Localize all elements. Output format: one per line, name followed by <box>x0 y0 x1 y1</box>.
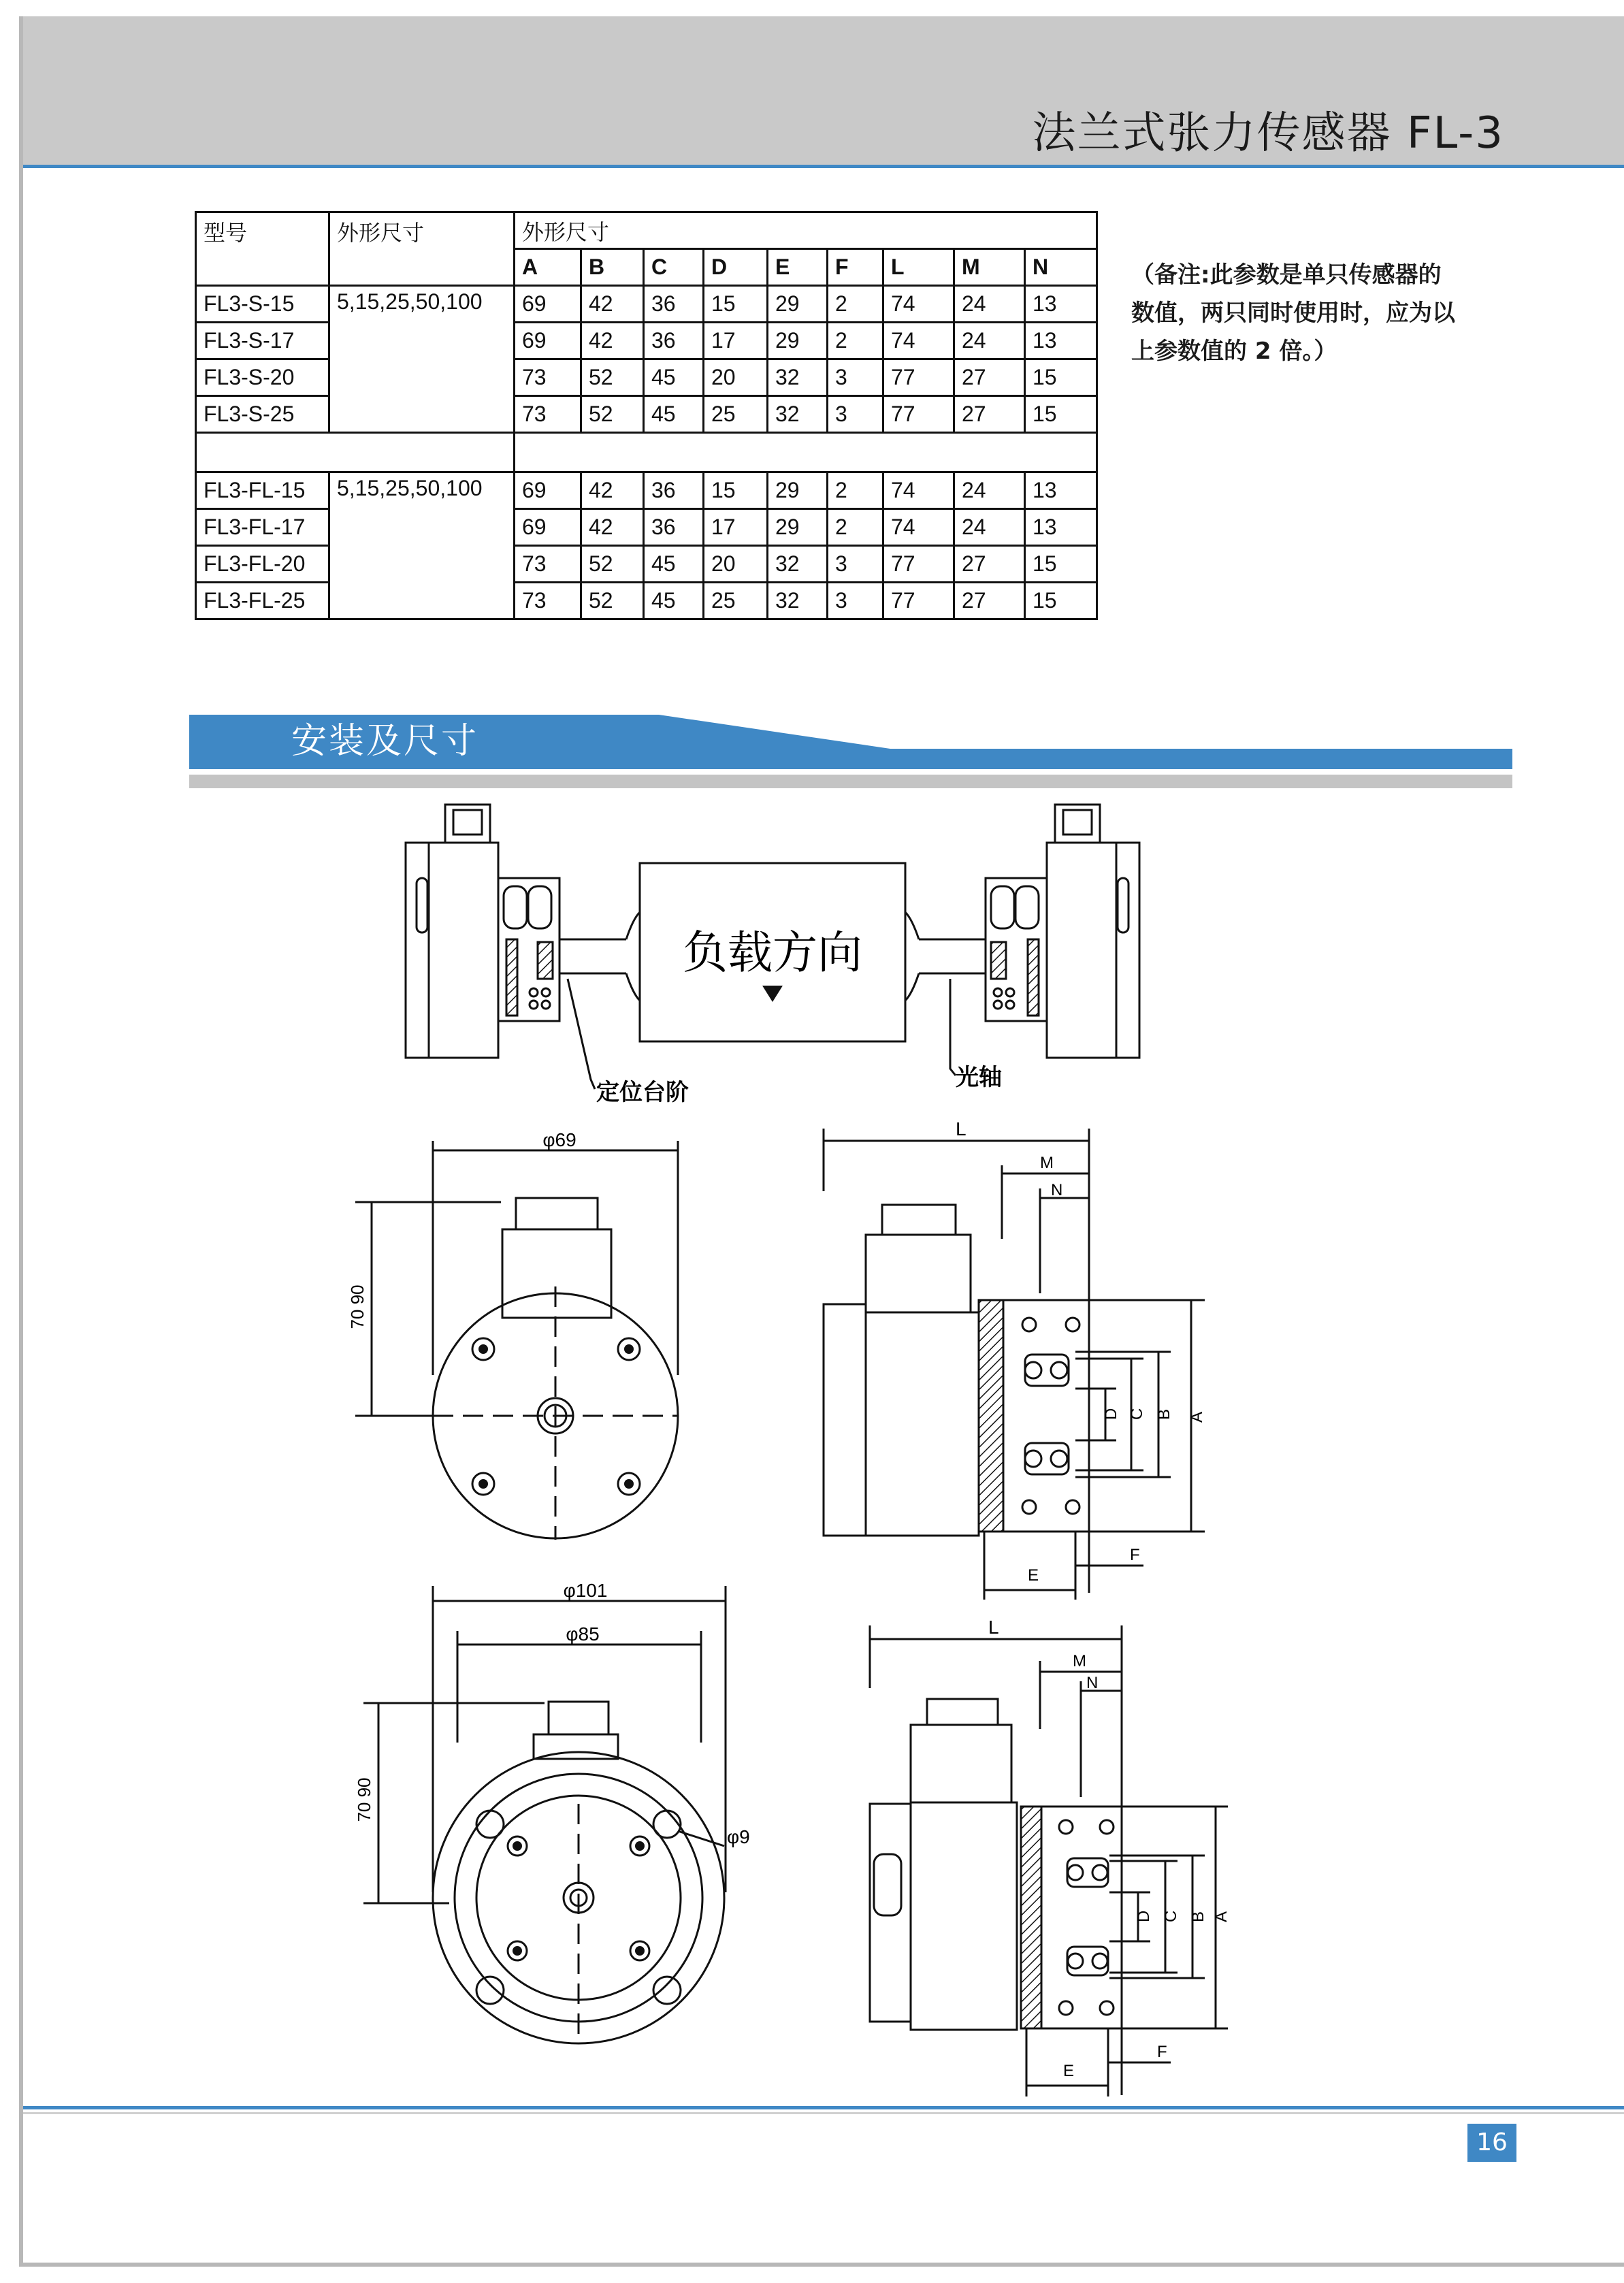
dim-phi69: φ69 <box>542 1129 576 1150</box>
dim-C-1: C <box>1128 1408 1146 1420</box>
model-cell: FL3-FL-25 <box>196 583 329 619</box>
value-cell: 52 <box>581 546 644 583</box>
value-cell: 13 <box>1025 286 1097 323</box>
section-title: 安装及尺寸 <box>291 721 479 762</box>
dim-A-2: A <box>1212 1911 1231 1922</box>
value-cell: 24 <box>954 323 1025 359</box>
page-number: 16 <box>1467 2124 1516 2162</box>
model-cell: FL3-S-17 <box>196 323 329 359</box>
value-cell: 2 <box>828 472 883 509</box>
value-cell: 45 <box>644 546 704 583</box>
dim-B-1: B <box>1155 1408 1173 1420</box>
value-cell: 42 <box>581 286 644 323</box>
value-cell: 45 <box>644 583 704 619</box>
col-header: L <box>883 249 954 286</box>
value-cell: 36 <box>644 472 704 509</box>
value-cell: 74 <box>883 323 954 359</box>
value-cell: 15 <box>704 286 768 323</box>
value-cell: 20 <box>704 546 768 583</box>
value-cell: 25 <box>704 583 768 619</box>
value-cell: 25 <box>704 396 768 433</box>
footer-rule <box>23 2106 1624 2109</box>
note-line: 数值，两只同时使用时，应为以 <box>1131 299 1455 327</box>
dim-L-1: L <box>956 1118 967 1139</box>
value-cell: 15 <box>1025 359 1097 396</box>
model-cell: FL3-S-25 <box>196 396 329 433</box>
value-cell: 27 <box>954 583 1025 619</box>
value-cell: 2 <box>828 323 883 359</box>
value-cell: 77 <box>883 359 954 396</box>
value-cell: 2 <box>828 286 883 323</box>
value-cell: 32 <box>768 583 828 619</box>
model-cell: FL3-FL-20 <box>196 546 329 583</box>
value-cell: 74 <box>883 472 954 509</box>
dim-phi9: φ9 <box>727 1826 750 1847</box>
dim-F-1: F <box>1130 1546 1140 1564</box>
range-cell: 5,15,25,50,100 <box>329 472 515 619</box>
value-cell: 17 <box>704 509 768 546</box>
value-cell: 15 <box>1025 583 1097 619</box>
value-cell: 13 <box>1025 472 1097 509</box>
value-cell: 29 <box>768 286 828 323</box>
header-dims: 外形尺寸 <box>515 212 1097 249</box>
value-cell: 73 <box>515 396 581 433</box>
dim-height-1: 70 90 <box>347 1284 368 1329</box>
dim-phi85: φ85 <box>566 1623 600 1645</box>
col-header: M <box>954 249 1025 286</box>
dim-B-2: B <box>1189 1911 1207 1922</box>
col-header: B <box>581 249 644 286</box>
value-cell: 52 <box>581 359 644 396</box>
header-range: 外形尺寸 <box>329 212 515 286</box>
header-model: 型号 <box>196 212 329 286</box>
dim-N-1: N <box>1051 1181 1063 1199</box>
col-header: D <box>704 249 768 286</box>
value-cell: 74 <box>883 509 954 546</box>
value-cell: 42 <box>581 509 644 546</box>
value-cell: 73 <box>515 546 581 583</box>
value-cell: 77 <box>883 546 954 583</box>
note-line: 上参数值的 2 倍。） <box>1131 338 1337 365</box>
value-cell: 13 <box>1025 509 1097 546</box>
value-cell: 3 <box>828 359 883 396</box>
value-cell: 24 <box>954 472 1025 509</box>
note-line: （备注:此参数是单只传感器的 <box>1131 261 1442 289</box>
dim-phi101: φ101 <box>563 1580 608 1601</box>
value-cell: 15 <box>1025 396 1097 433</box>
value-cell: 36 <box>644 323 704 359</box>
value-cell: 45 <box>644 359 704 396</box>
value-cell: 69 <box>515 472 581 509</box>
dim-F-2: F <box>1157 2043 1167 2061</box>
value-cell: 69 <box>515 509 581 546</box>
value-cell: 27 <box>954 396 1025 433</box>
footer-subrule <box>23 2112 1624 2114</box>
value-cell: 24 <box>954 286 1025 323</box>
dim-A-1: A <box>1188 1411 1206 1423</box>
value-cell: 73 <box>515 583 581 619</box>
dim-N-2: N <box>1086 1674 1099 1692</box>
value-cell: 42 <box>581 472 644 509</box>
value-cell: 52 <box>581 396 644 433</box>
value-cell: 27 <box>954 359 1025 396</box>
value-cell: 27 <box>954 546 1025 583</box>
value-cell: 52 <box>581 583 644 619</box>
value-cell: 77 <box>883 396 954 433</box>
page-title: 法兰式张力传感器 FL-3 <box>1032 108 1504 159</box>
load-direction-label: 负载方向 <box>683 927 862 977</box>
value-cell: 73 <box>515 359 581 396</box>
value-cell: 45 <box>644 396 704 433</box>
value-cell: 3 <box>828 583 883 619</box>
value-cell: 69 <box>515 323 581 359</box>
col-header: A <box>515 249 581 286</box>
value-cell: 32 <box>768 546 828 583</box>
value-cell: 69 <box>515 286 581 323</box>
dim-D-1: D <box>1102 1408 1120 1420</box>
dim-E-2: E <box>1063 2062 1075 2080</box>
value-cell: 13 <box>1025 323 1097 359</box>
value-cell: 3 <box>828 546 883 583</box>
model-cell: FL3-S-15 <box>196 286 329 323</box>
value-cell: 74 <box>883 286 954 323</box>
value-cell: 42 <box>581 323 644 359</box>
value-cell: 24 <box>954 509 1025 546</box>
value-cell: 3 <box>828 396 883 433</box>
value-cell: 2 <box>828 509 883 546</box>
dim-E-1: E <box>1028 1566 1039 1585</box>
col-header: F <box>828 249 883 286</box>
model-cell: FL3-FL-15 <box>196 472 329 509</box>
dim-height-2: 70 90 <box>354 1777 374 1822</box>
dim-D-2: D <box>1135 1910 1153 1922</box>
value-cell: 32 <box>768 359 828 396</box>
col-header: E <box>768 249 828 286</box>
value-cell: 36 <box>644 286 704 323</box>
value-cell: 20 <box>704 359 768 396</box>
dim-L-2: L <box>988 1617 999 1638</box>
value-cell: 15 <box>1025 546 1097 583</box>
locating-step-label: 定位台阶 <box>596 1080 689 1105</box>
value-cell: 15 <box>704 472 768 509</box>
value-cell: 17 <box>704 323 768 359</box>
value-cell: 32 <box>768 396 828 433</box>
dim-M-1: M <box>1040 1154 1054 1172</box>
dim-M-2: M <box>1073 1652 1086 1670</box>
value-cell: 29 <box>768 472 828 509</box>
value-cell: 29 <box>768 323 828 359</box>
value-cell: 77 <box>883 583 954 619</box>
dim-C-2: C <box>1162 1910 1180 1922</box>
value-cell: 36 <box>644 509 704 546</box>
shaft-label: 光轴 <box>956 1065 1002 1090</box>
col-header: C <box>644 249 704 286</box>
col-header: N <box>1025 249 1097 286</box>
range-cell: 5,15,25,50,100 <box>329 286 515 433</box>
model-cell: FL3-S-20 <box>196 359 329 396</box>
model-cell: FL3-FL-17 <box>196 509 329 546</box>
value-cell: 29 <box>768 509 828 546</box>
